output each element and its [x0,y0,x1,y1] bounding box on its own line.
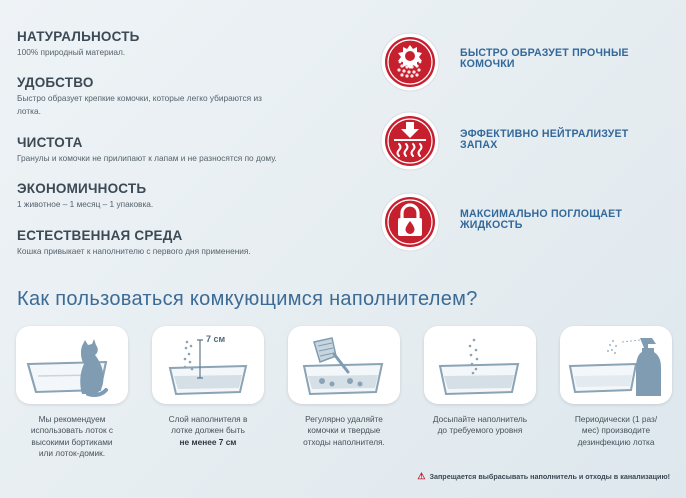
odor-neutralize-icon [380,111,440,171]
disinfect-spray-icon [560,326,672,404]
step-caption [152,414,264,448]
caption-line: высокими бортиками [31,436,113,447]
badge-label-absorb [460,209,670,231]
lock-drop-icon [380,192,440,252]
howto-step-4 [424,326,536,437]
feature-title: ЕСТЕСТВЕННАЯ СРЕДА [17,228,183,243]
clumps-icon [380,32,440,92]
step-caption [16,414,128,459]
caption-bold-line: не менее 7 см [179,436,237,447]
badge-line: БЫСТРО ОБРАЗУЕТ ПРОЧНЫЕ [460,47,629,59]
feature-desc: 1 животное – 1 месяц – 1 упаковка. [17,199,154,209]
feature-natural-environment [17,228,347,258]
caption-line: мес) производите [581,425,651,436]
caption-line: до требуемого уровня [437,425,523,436]
caption-line: лотке должен быть [171,425,245,436]
feature-convenience [17,75,347,118]
caption-line: Периодически (1 раз/ [574,414,658,424]
step-caption [424,414,536,437]
howto-step-2 [152,326,264,448]
litter-refill-icon [424,326,536,404]
caption-line: отходы наполнителя. [303,436,385,447]
badge-label-clumps [460,48,670,70]
caption-line: дезинфекцию лотка [577,436,655,447]
disposal-warning [417,471,670,482]
feature-title: УДОБСТВО [17,75,94,90]
feature-economy [17,181,347,211]
caption-line: или лоток-домик. [38,447,106,458]
litter-pour-7cm-icon [152,326,264,404]
warning-icon: ⚠ [417,471,426,481]
caption-line: использовать лоток с [30,425,114,436]
feature-desc: Кошка привыкает к наполнителю с первого дня применения. [17,246,251,256]
caption-line: Регулярно удаляйте [305,414,383,424]
badge-line: ЭФФЕКТИВНО НЕЙТРАЛИЗУЕТ [460,128,629,140]
badge-line: ЖИДКОСТЬ [460,219,523,231]
howto-step-5 [560,326,672,448]
feature-desc: 100% природный материал. [17,47,126,57]
caption-line: Досыпайте наполнитель [432,414,528,424]
feature-title: ЭКОНОМИЧНОСТЬ [17,181,147,196]
feature-title: НАТУРАЛЬНОСТЬ [17,29,140,44]
feature-desc-line: лотка. [17,106,41,116]
feature-naturalness [17,29,347,59]
feature-desc [17,92,347,118]
litter-box-cat-icon [16,326,128,404]
badge-line: ЗАПАХ [460,139,498,151]
badge-label-odor [460,129,670,151]
warning-text: Запрещается выбрасывать наполнитель и отходы в канализацию! [429,472,670,481]
step-caption [288,414,400,448]
caption-line: Слой наполнителя в [168,414,248,424]
feature-title: ЧИСТОТА [17,135,83,150]
howto-heading: Как пользоваться комкующимся наполнителем? [17,288,478,310]
badge-line: МАКСИМАЛЬНО ПОГЛОЩАЕТ [460,208,623,220]
litter-scoop-icon [288,326,400,404]
measure-label: 7 см [206,334,226,344]
feature-cleanliness [17,135,347,165]
howto-step-1 [16,326,128,459]
feature-desc-line: Быстро образует крепкие комочки, которые легко убираются из [17,93,262,103]
caption-line: комочки и твердые [307,425,381,436]
caption-line: Мы рекомендуем [38,414,106,424]
howto-step-3 [288,326,400,448]
badge-line: КОМОЧКИ [460,58,515,70]
feature-desc: Гранулы и комочки не прилипают к лапам и не разносятся по дому. [17,153,277,163]
step-caption [560,414,672,448]
